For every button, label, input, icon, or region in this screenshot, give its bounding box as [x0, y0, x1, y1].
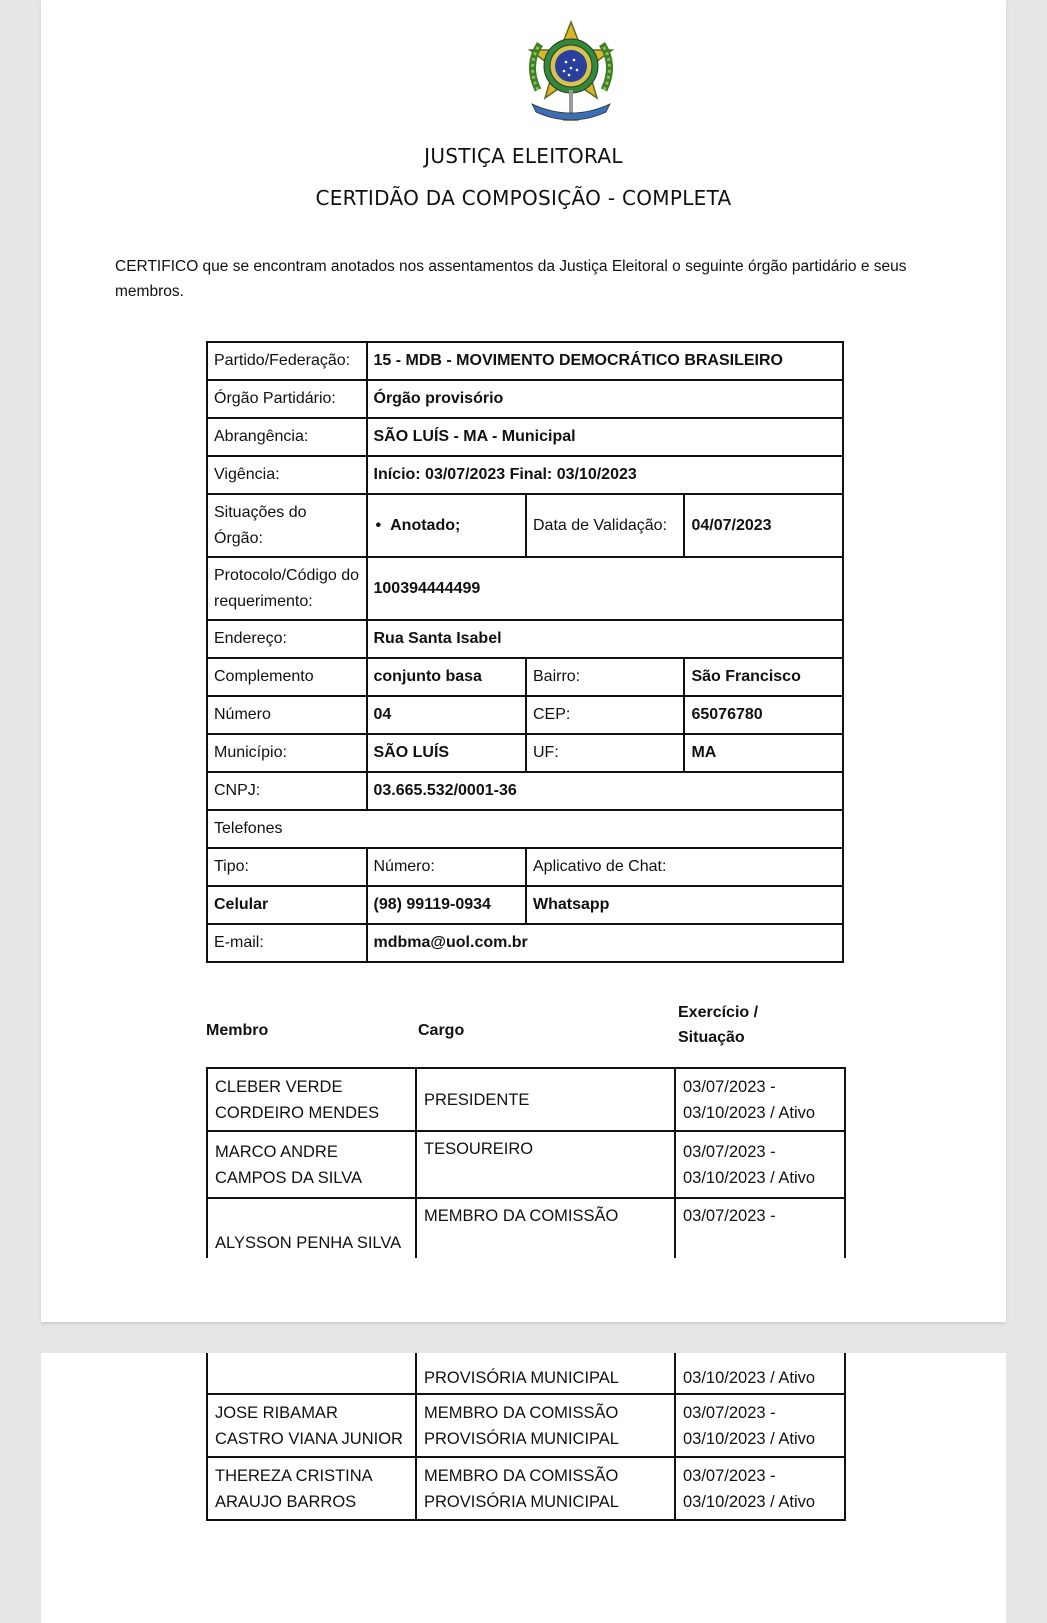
table-row	[207, 772, 843, 810]
member-exercicio: 03/07/2023 - 03/10/2023 / Ativo	[675, 1068, 845, 1131]
exercicio-column-header: Exercício / Situação	[678, 1004, 759, 1046]
document-title: CERTIDÃO DA COMPOSIÇÃO - COMPLETA	[315, 186, 732, 210]
member-cargo: PROVISÓRIA MUNICIPAL	[416, 1353, 675, 1394]
certification-text: CERTIFICO que se encontram anotados nos assentamentos da Justiça Eleitoral o seguinte órgão partidário e seus membros.	[115, 258, 907, 300]
orgao-label: Órgão Partidário:	[207, 380, 367, 418]
situacoes-item: • Anotado;	[374, 517, 461, 534]
validacao-value: 04/07/2023	[684, 494, 843, 557]
member-name: THEREZA CRISTINA ARAUJO BARROS	[207, 1457, 416, 1520]
brazil-coat-of-arms-icon	[516, 20, 626, 130]
certificate-page-2	[41, 1353, 1006, 1623]
member-exercicio: 03/07/2023 - 03/10/2023 / Ativo	[675, 1457, 845, 1520]
tel-numero-value: (98) 99119-0934	[367, 886, 527, 924]
members-table-continued	[206, 1353, 846, 1521]
cep-label: CEP:	[526, 696, 684, 734]
numero-value: 04	[367, 696, 527, 734]
table-row	[207, 1353, 845, 1394]
tel-numero-label: Número:	[367, 848, 527, 886]
member-cargo: MEMBRO DA COMISSÃO	[416, 1198, 675, 1258]
uf-label: UF:	[526, 734, 684, 772]
table-row	[207, 924, 843, 962]
member-name: MARCO ANDRE CAMPOS DA SILVA	[207, 1131, 416, 1198]
vigencia-label: Vigência:	[207, 456, 367, 494]
situacoes-label: Situações do Órgão:	[207, 494, 367, 557]
protocolo-label: Protocolo/Código do requerimento:	[207, 557, 367, 620]
cargo-column-header: Cargo	[418, 1022, 465, 1039]
complemento-value: conjunto basa	[367, 658, 527, 696]
table-row	[207, 734, 843, 772]
member-name: CLEBER VERDE CORDEIRO MENDES	[207, 1068, 416, 1131]
member-cargo: PRESIDENTE	[416, 1068, 675, 1131]
member-cargo: MEMBRO DA COMISSÃO PROVISÓRIA MUNICIPAL	[416, 1457, 675, 1520]
member-name: JOSE RIBAMAR CASTRO VIANA JUNIOR	[207, 1394, 416, 1457]
cnpj-value: 03.665.532/0001-36	[367, 772, 844, 810]
situacoes-value	[367, 494, 527, 557]
member-exercicio: 03/07/2023 - 03/10/2023 / Ativo	[675, 1394, 845, 1457]
endereco-label: Endereço:	[207, 620, 367, 658]
member-name: ALYSSON PENHA SILVA	[207, 1198, 416, 1258]
validacao-label: Data de Validação:	[526, 494, 684, 557]
cnpj-label: CNPJ:	[207, 772, 367, 810]
table-row	[207, 658, 843, 696]
table-row	[207, 494, 843, 557]
members-table	[206, 1067, 846, 1258]
numero-label: Número	[207, 696, 367, 734]
table-row	[207, 456, 843, 494]
telefones-label: Telefones	[207, 810, 843, 848]
partido-label: Partido/Federação:	[207, 342, 367, 380]
tipo-value: Celular	[207, 886, 367, 924]
table-row	[207, 418, 843, 456]
municipio-label: Município:	[207, 734, 367, 772]
member-cargo: TESOUREIRO	[416, 1131, 675, 1198]
app-label: Aplicativo de Chat:	[526, 848, 843, 886]
member-exercicio: 03/07/2023 - 03/10/2023 / Ativo	[675, 1131, 845, 1198]
table-row	[207, 886, 843, 924]
tipo-label: Tipo:	[207, 848, 367, 886]
abrangencia-label: Abrangência:	[207, 418, 367, 456]
member-exercicio: 03/07/2023 -	[675, 1198, 845, 1258]
email-value: mdbma@uol.com.br	[367, 924, 844, 962]
cep-value: 65076780	[684, 696, 843, 734]
member-name	[207, 1353, 416, 1394]
bairro-label: Bairro:	[526, 658, 684, 696]
table-row	[207, 1131, 845, 1198]
table-row	[207, 557, 843, 620]
uf-value: MA	[684, 734, 843, 772]
email-label: E-mail:	[207, 924, 367, 962]
abrangencia-value: SÃO LUÍS - MA - Municipal	[367, 418, 844, 456]
orgao-value: Órgão provisório	[367, 380, 844, 418]
certificate-page-1	[41, 0, 1006, 1322]
app-value: Whatsapp	[526, 886, 843, 924]
table-row	[207, 1068, 845, 1131]
org-title: JUSTIÇA ELEITORAL	[424, 144, 623, 168]
complemento-label: Complemento	[207, 658, 367, 696]
membro-column-header: Membro	[206, 1022, 269, 1039]
table-row	[207, 848, 843, 886]
table-row	[207, 1457, 845, 1520]
table-row	[207, 810, 843, 848]
protocolo-value: 100394444499	[367, 557, 844, 620]
member-cargo: MEMBRO DA COMISSÃO PROVISÓRIA MUNICIPAL	[416, 1394, 675, 1457]
vigencia-value: Início: 03/07/2023 Final: 03/10/2023	[367, 456, 844, 494]
member-exercicio: 03/10/2023 / Ativo	[675, 1353, 845, 1394]
party-info-table	[206, 341, 844, 963]
table-row	[207, 696, 843, 734]
bairro-value: São Francisco	[684, 658, 843, 696]
table-row	[207, 620, 843, 658]
table-row	[207, 1198, 845, 1258]
table-row	[207, 380, 843, 418]
table-row	[207, 342, 843, 380]
partido-value: 15 - MDB - MOVIMENTO DEMOCRÁTICO BRASILEIRO	[367, 342, 844, 380]
endereco-value: Rua Santa Isabel	[367, 620, 844, 658]
table-row	[207, 1394, 845, 1457]
municipio-value: SÃO LUÍS	[367, 734, 527, 772]
